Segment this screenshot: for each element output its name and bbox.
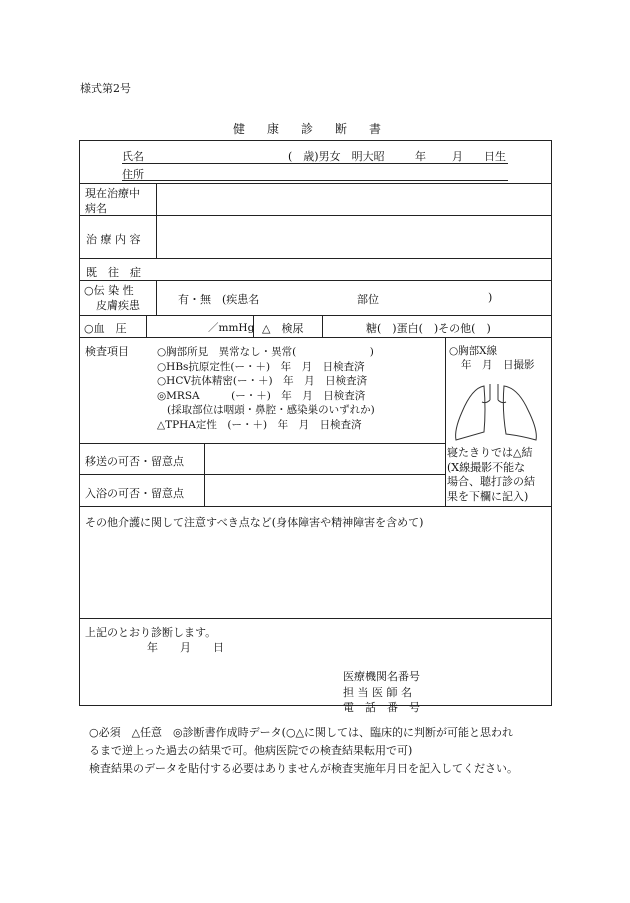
name-field[interactable] (156, 148, 276, 162)
bathing-label: 入浴の可否・留意点 (85, 487, 184, 500)
transfer-field[interactable] (206, 445, 443, 472)
infectious-value[interactable]: 有・無 (疾患名 (178, 293, 260, 306)
address-label: 住所 (122, 168, 144, 181)
infectious-close: ) (488, 291, 493, 304)
care-notes-field[interactable] (81, 530, 550, 616)
birth-year: 年 (415, 150, 426, 163)
birth-month: 月 (452, 150, 463, 163)
current-illness-field[interactable] (158, 185, 550, 213)
infectious-site: 部位 (357, 293, 379, 306)
bp-label: ○血 圧 (84, 322, 127, 335)
doctor-label: 担 当 医 師 名 (343, 685, 412, 699)
bathing-field[interactable] (206, 476, 443, 504)
current-illness-label: 現在治療中 病名 (85, 187, 140, 215)
exam-tpha[interactable]: △TPHA定性 (ー・＋) 年 月 日検査済 (157, 418, 362, 431)
urine-items[interactable]: 糖( )蛋白( )その他( ) (366, 322, 491, 335)
address-field[interactable] (156, 165, 506, 179)
institution-label: 医療機関名番号 (343, 670, 420, 683)
name-label: 氏名 (122, 150, 144, 163)
treatment-field[interactable] (158, 217, 550, 256)
page-title: 健 康 診 断 書 (232, 122, 381, 136)
treatment-label: 治 療 内 容 (86, 233, 141, 246)
lungs-icon (450, 378, 545, 444)
xray-note: 寝たきりでは△結 (X線撮影不能な 場合、聴打診の結 果を下欄に記入) (447, 446, 535, 503)
signature-block (343, 669, 420, 716)
exam-hbs[interactable]: ○HBs抗原定性(ー・＋) 年 月 日検査済 (157, 360, 365, 373)
exam-hcv[interactable]: ○HCV抗体精密(ー・＋) 年 月 日検査済 (157, 375, 368, 387)
history-label: 既 往 症 (86, 266, 141, 279)
footnotes: ○必須 △任意 ◎診断書作成時データ(○△に関しては、臨床的に判断が可能と思われ るまで逆上った過去の結果で可。他病医院での検査結果転用で可) 検査結果のデータを貼付する必要はありませんが検査実施年月日を記入してください。 (89, 726, 518, 775)
care-notes-label: その他介護に関して注意すべき点など(身体障害や精神障害を含めて) (85, 516, 424, 529)
diagnosis-statement: 上記のとおり診断します。 (85, 626, 217, 639)
bp-unit[interactable]: ／mmHg (208, 322, 255, 334)
infectious-label: ○伝 染 性 皮膚疾患 (84, 284, 140, 312)
history-field[interactable] (158, 260, 550, 278)
exam-mrsa-note: (採取部位は咽頭・鼻腔・感染巣のいずれか) (167, 404, 375, 416)
birth-day: 日生 (484, 150, 506, 163)
exam-list (157, 345, 375, 432)
age-sex-era[interactable]: ( 歳)男女 明大昭 (288, 150, 385, 163)
transfer-label: 移送の可否・留意点 (85, 455, 184, 468)
exam-label: 検査項目 (85, 345, 129, 358)
xray-title: ○胸部X線 (449, 345, 498, 357)
exam-chest[interactable]: ○胸部所見 異常なし・異常( ) (157, 346, 374, 358)
phone-label: 電 話 番 号 (343, 701, 420, 714)
form-number: 様式第2号 (80, 82, 131, 95)
diagnosis-date[interactable]: 年 月 日 (147, 641, 224, 654)
exam-mrsa[interactable]: ◎MRSA (ー・＋) 年 月 日検査済 (157, 389, 366, 402)
urine-label: △ 検尿 (262, 322, 304, 335)
xray-date[interactable]: 年 月 日撮影 (461, 359, 535, 371)
